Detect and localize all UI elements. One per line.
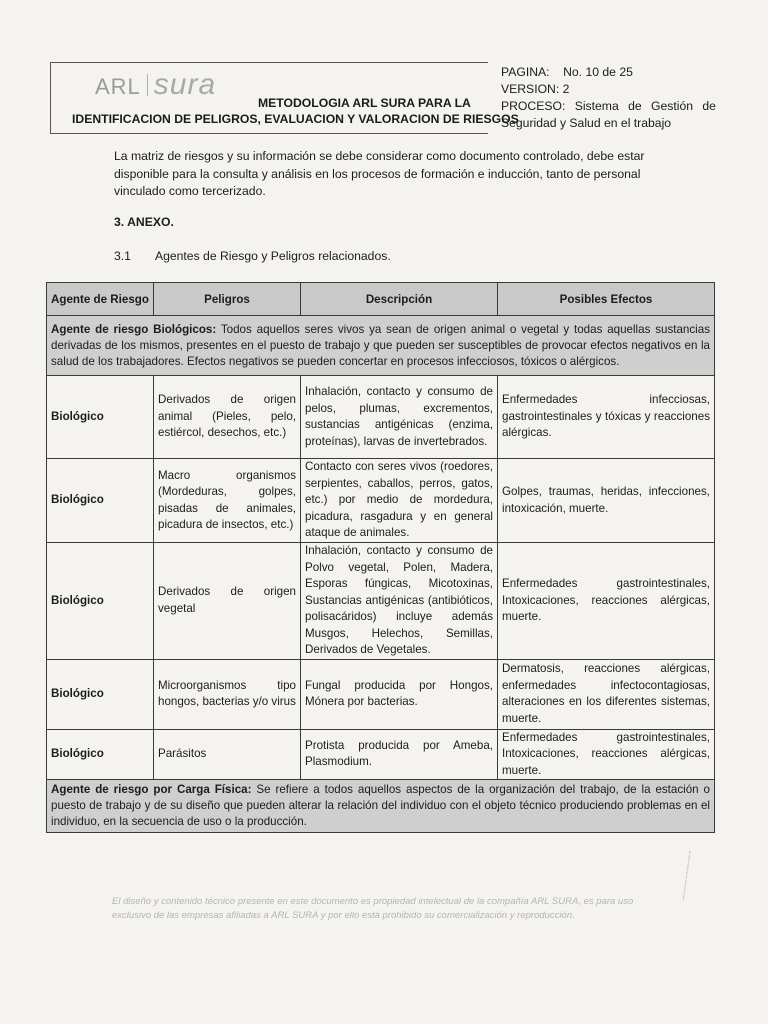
header-agente: Agente de Riesgo <box>47 283 154 316</box>
page-value: No. 10 de 25 <box>563 65 633 79</box>
page-label: PAGINA: <box>501 65 550 79</box>
table-row: Biológico Macro organismos (Mordeduras, golpes, pisadas de animales, picadura de insectos, etc.) Contacto con seres vivos (roedores, serpientes, caballos, perros, gatos, etc.) por medio de mordedura, picadura, rasgadura y en general ataque de animales. Golpes, traumas, heridas, infecciones, intoxicación, muerte. <box>47 459 715 543</box>
section-heading: 3. ANEXO. <box>114 215 174 229</box>
physical-load-band-row <box>47 780 715 833</box>
subsection-heading <box>114 249 391 263</box>
intro-paragraph: La matriz de riesgos y su información se debe considerar como documento controlado, debe estar disponible para la consulta y análisis en los procesos de formación e inducción, tanto de personal vinculado como tercerizado. <box>114 149 645 198</box>
header-peligros: Peligros <box>154 283 301 316</box>
header-efectos: Posibles Efectos <box>498 283 715 316</box>
header-descripcion: Descripción <box>301 283 498 316</box>
logo-sura-text: sura <box>153 68 217 101</box>
table-header-row <box>47 283 715 316</box>
document-title-line2: IDENTIFICACION DE PELIGROS, EVALUACION Y VALORACION DE RIESGOS <box>72 112 519 126</box>
biological-definition: Agente de riesgo Biológicos: Todos aquellos seres vivos ya sean de origen animal o vegetal y todas aquellas sustancias derivadas de los mismos, presentes en el puesto de trabajo y que pueden ser susceptibles de provocar efectos negativos en la salud de los trabajadores. Efectos negativos se pueden concertar en procesos infecciosos, tóxicos o alérgicos. <box>47 316 715 376</box>
logo-divider <box>147 74 148 96</box>
subsection-title: Agentes de Riesgo y Peligros relacionados. <box>154 249 391 263</box>
arl-sura-logo <box>95 68 216 102</box>
logo-arl-text: ARL <box>95 74 141 99</box>
table-row: Biológico Microorganismos tipo hongos, bacterias y/o virus Fungal producida por Hongos, Mónera por bacterias. Dermatosis, reacciones alérgicas, enfermedades infectocontagiosas, alteraciones en los diferentes sistemas, muerte. <box>47 659 715 729</box>
document-metadata <box>501 64 716 132</box>
table-row: Biológico Derivados de origen animal (Pieles, pelo, estiércol, desechos, etc.) Inhalación, contacto y consumo de pelos, plumas, excrementos, sustancias antigénicas (enzima, proteínas), larvas de invertebrados. Enfermedades infecciosas, gastrointestinales y tóxicas y reacciones alérgicas. <box>47 376 715 459</box>
version: VERSION: 2 <box>501 82 570 96</box>
handwritten-mark <box>683 851 706 903</box>
risk-agents-table <box>46 282 715 833</box>
physical-load-definition: Agente de riesgo por Carga Física: Se refiere a todos aquellos aspectos de la organización del trabajo, de la estación o puesto de trabajo y de su diseño que pueden alterar la relación del individuo con el objeto técnico produciendo problemas en el individuo, en la secuencia de uso o la producción. <box>47 780 715 833</box>
table-row: Biológico Derivados de origen vegetal Inhalación, contacto y consumo de Polvo vegetal, Polen, Madera, Esporas fúngicas, Micotoxinas, Sustancias antigénicas (antibióticos, polisacáridos) incluye además Musgos, Helechos, Semillas, Derivados de Vegetales. Enfermedades gastrointestinales, Intoxicaciones, reacciones alérgicas, muerte. <box>47 543 715 660</box>
footer-disclaimer: El diseño y contenido técnico presente en este documento es propiedad intelectual de la compañía ARL SURA, es para uso exclusivo de las empresas afiliadas a ARL SURA y por ello está prohibido su comercialización y reproducción. <box>112 896 634 921</box>
process-line2: Seguridad y Salud en el trabajo <box>501 116 672 130</box>
document-title-line1: METODOLOGIA ARL SURA PARA LA <box>258 96 471 110</box>
page-number <box>501 64 716 81</box>
process-line1: PROCESO: Sistema de Gestión de <box>501 99 716 113</box>
subsection-number: 3.1 <box>114 249 131 263</box>
biological-band-row <box>47 316 715 376</box>
table-row: Biológico Parásitos Protista producida por Ameba, Plasmodium. Enfermedades gastrointestinales, Intoxicaciones, reacciones alérgicas, muerte. <box>47 729 715 780</box>
